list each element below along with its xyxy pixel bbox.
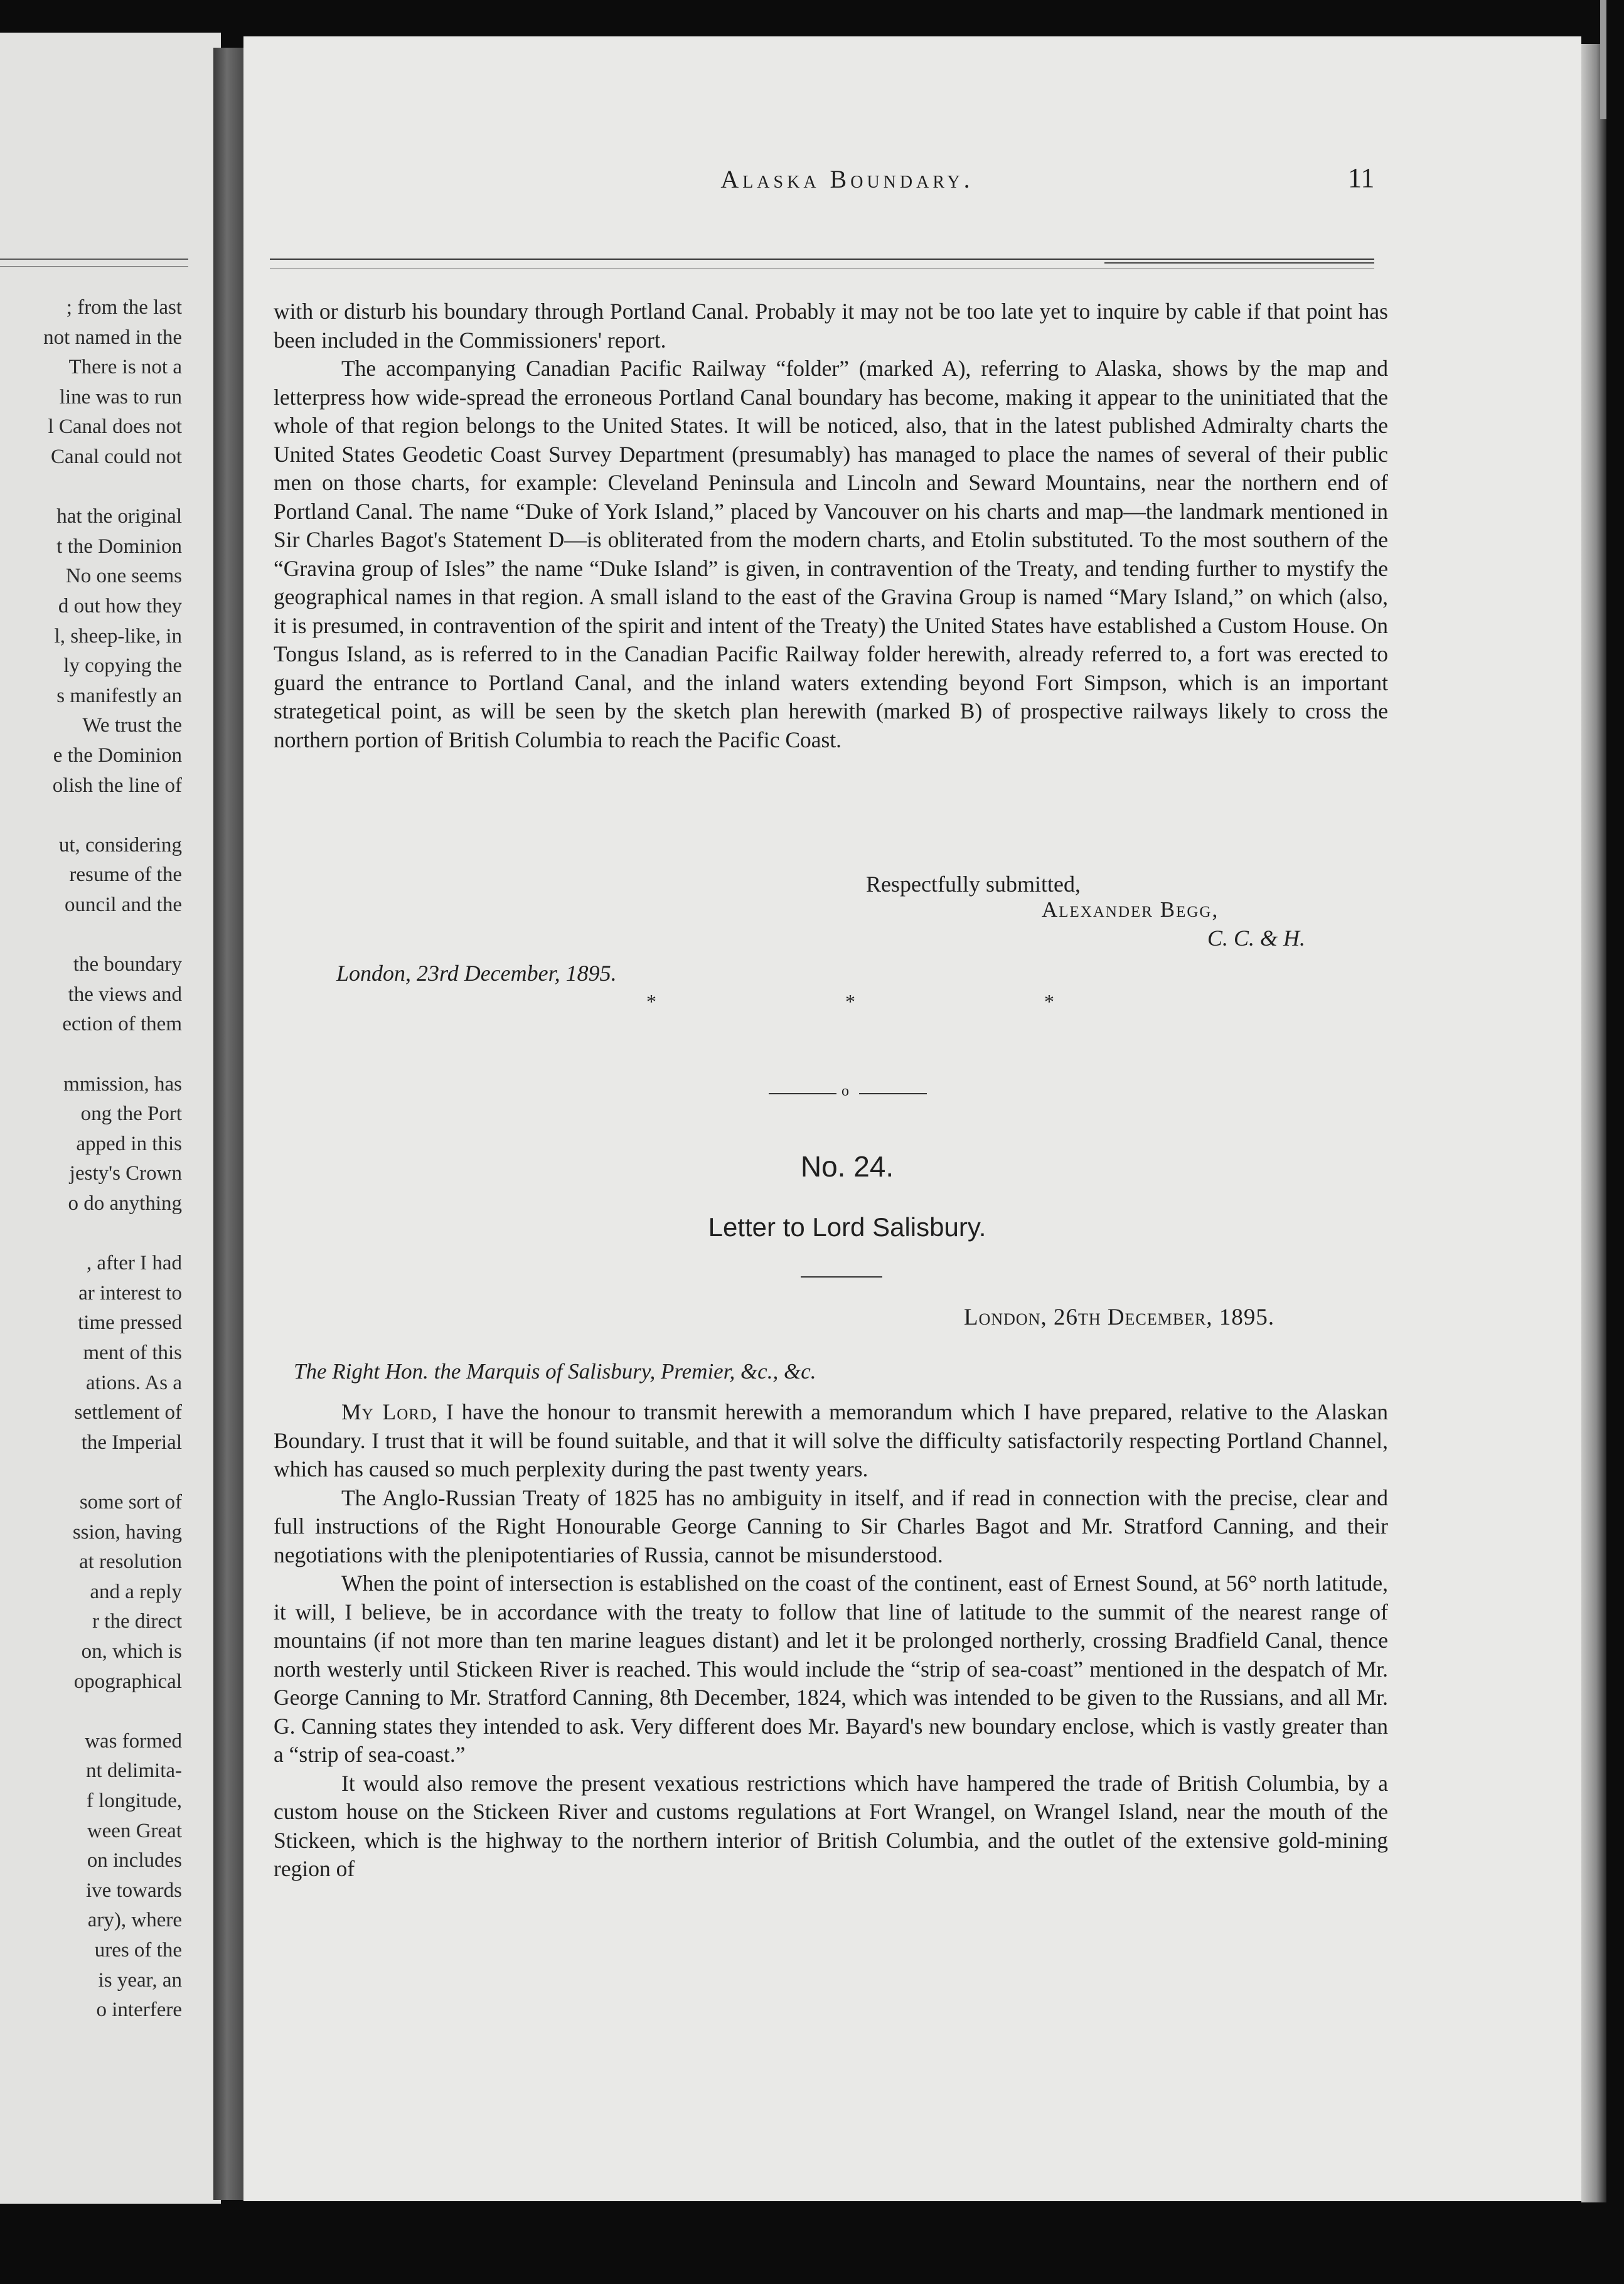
paragraph: When the point of intersection is established on the coast of the continent, east of Ernest Sound, at 56° north latitude, it will, I believe, be in accordance with the treaty to follow that line of latitude to the summit of the nearest range of mountains (if not more than ten marine leagues distant) and let it be prolonged northerly, crossing Bradfield Canal, thence north westerly until Stickeen River is reached. This would include the “strip of sea-coast” mentioned in the despatch of Mr. George Canning to Mr. Stratford Canning, 8th December, 1824, which was intended to be given to the Russians, and all Mr. G. Canning states they intended to ask. Very different does Mr. Bayard's new boundary enclose, which is vastly greater than a “strip of sea-coast.” [274, 1571, 1388, 1767]
facing-page-line: e the Dominion [53, 744, 182, 767]
facing-page-line: o do anything [68, 1192, 182, 1215]
facing-page-line: ut, considering [58, 833, 182, 856]
facing-page-line: , after I had [86, 1252, 182, 1275]
paragraph: The accompanying Canadian Pacific Railway “folder” (marked A), referring to Alaska, shows by the map and letterpress how wide-spread the erroneous Portland Canal boundary has become, making it appear to the uninitiated that the whole of that region belongs to the United States. It will be noticed, also, that in the latest published Admiralty charts the United States Geodetic Coast Survey Department (presumably) has managed to place the names of several of their public men on those charts, for example: Cleveland Peninsula and Lincoln and Seward Mountains, near the northern end of Portland Canal. The name “Duke of York Island,” placed by Vancouver on his charts and map—the landmark mentioned in Sir Charles Bagot's Statement D—is obliterated from the modern charts, and Etolin substituted. To the most southern of the “Gravina group of Isles” the name “Duke Island” is given, in contravention of the Treaty, and tending further to mystify the geographical names in that region. A small island to the east of the Gravina Group is named “Mary Island,” on which (also, it is presumed, in contravention of the spirit and intent of the Treaty) the United States have established a Custom House. On Tongus Island, as is referred to in the Canadian Pacific Railway folder herewith, already referred to, a fort was erected to guard the entrance to Portland Canal, and the inland waters extending beyond Fort Simpson, which is an important strategetical point, as will be seen by the sketch plan herewith (marked B) of prospective railways likely to cross the northern portion of British Columbia to reach the Pacific Coast. [274, 356, 1388, 752]
facing-page [0, 33, 221, 2204]
facing-page-line: apped in this [76, 1132, 182, 1155]
section-number: No. 24. [800, 1150, 894, 1183]
facing-page-line: We trust the [82, 714, 182, 737]
separator-line [859, 1093, 927, 1094]
facing-page-line: ations. As a [85, 1371, 182, 1394]
paragraph: with or disturb his boundary through Portland Canal. Probably it may not be too late yet to inquire by cable if that point has been included in the Commissioners' report. [274, 299, 1388, 353]
facing-page-line: olish the line of [52, 774, 182, 797]
letter-dateline: London, 26th December, 1895. [964, 1305, 1275, 1330]
paragraph: It would also remove the present vexatious restrictions which have hampered the trade of British Columbia, by a custom house on the Stickeen River and customs regulations at Fort Wrangel, on Wrangel Island, near the mouth of the Stickeen, which is the highway to the northern interior of British Columbia, and the outlet of the extensive gold-mining region of [274, 1770, 1388, 1881]
facing-page-line: t the Dominion [56, 535, 182, 558]
facing-page-line: opographical [73, 1670, 182, 1693]
page-number: 11 [1348, 163, 1375, 193]
asterisk: * [646, 990, 656, 1013]
signatory-title: C. C. & H. [1207, 926, 1306, 951]
facing-page-line: and a reply [90, 1580, 182, 1603]
facing-page-line: ection of them [62, 1013, 182, 1036]
book-binding [213, 48, 243, 2200]
facing-page-line: ures of the [94, 1939, 182, 1961]
facing-page-line: time pressed [78, 1311, 182, 1335]
asterisk: * [845, 990, 855, 1013]
facing-page-line: is year, an [98, 1968, 182, 1992]
facing-page-line: ; from the last [66, 296, 182, 319]
facing-page-line: resume of the [69, 863, 182, 887]
facing-page-line: on includes [87, 1849, 182, 1872]
facing-page-line: mmission, has [63, 1072, 182, 1096]
facing-page-line: jesty's Crown [69, 1162, 182, 1185]
paragraph: The Anglo-Russian Treaty of 1825 has no ambiguity in itself, and if read in connection with the precise, clear and full instructions of the Right Honourable George Canning to Sir Charles Bagot and Mr. Stratford Canning, and their negotiations with the plenipotentiaries of Russia, cannot be misunderstood. [274, 1485, 1388, 1567]
report-date: London, 23rd December, 1895. [336, 961, 617, 986]
valediction: Respectfully submitted, [866, 872, 1081, 897]
facing-page-line: settlement of [74, 1401, 182, 1424]
facing-page-line: ive towards [85, 1879, 182, 1902]
paragraph-text: I have the honour to transmit herewith a memorandum which I have prepared, relative to the Alaskan Boundary. I trust that it will be found suitable, and that it will solve the difficulty satisfactorily respecting Portland Channel, which has caused so much perplexity during the past twenty years. [274, 1399, 1389, 1481]
title-rule [801, 1276, 882, 1278]
page-edge-mark [1600, 0, 1606, 119]
facing-page-line: some sort of [79, 1491, 182, 1513]
facing-page-line: at resolution [78, 1550, 182, 1574]
facing-page-line: ly copying the [63, 654, 182, 678]
facing-page-line: ment of this [83, 1342, 182, 1364]
facing-page-line: r the direct [92, 1610, 182, 1633]
facing-page-line: ouncil and the [65, 894, 182, 916]
facing-page-line: ong the Port [80, 1102, 182, 1126]
separator-line [769, 1093, 836, 1094]
letter-addressee: The Right Hon. the Marquis of Salisbury, Premier, &c., &c. [294, 1359, 816, 1384]
section-separator [769, 1083, 929, 1099]
facing-page-rule [0, 266, 188, 267]
facing-page-line: ar interest to [78, 1281, 182, 1305]
facing-page-line: o interfere [96, 1998, 182, 2022]
facing-page-line: No one seems [65, 565, 182, 588]
asterism [646, 990, 1054, 1013]
facing-page-line: ary), where [87, 1909, 182, 1932]
header-rule [270, 259, 1374, 260]
facing-page-line: hat the original [56, 505, 182, 528]
running-title: Alaska Boundary. [720, 165, 974, 193]
facing-page-line: the views and [68, 983, 182, 1006]
facing-page-line: the Imperial [81, 1431, 182, 1454]
facing-page-line: was formed [85, 1729, 182, 1753]
section-title: Letter to Lord Salisbury. [708, 1212, 986, 1242]
facing-page-line: on, which is [81, 1640, 182, 1663]
facing-page-line: There is not a [68, 356, 182, 379]
signatory-name: Alexander Begg, [1042, 897, 1219, 922]
header-rule [1104, 262, 1374, 264]
facing-page-line: ween Great [87, 1819, 182, 1842]
facing-page-line: l, sheep-like, in [54, 624, 182, 648]
paragraph [274, 1398, 1388, 1484]
top-text-block [274, 297, 1388, 754]
facing-page-line: not named in the [43, 326, 182, 349]
facing-page-line: Canal could not [51, 446, 182, 468]
facing-page-line: ssion, having [72, 1520, 182, 1544]
facing-page-line: nt delimita- [85, 1759, 182, 1783]
facing-page-line: f longitude, [86, 1790, 182, 1812]
letter-body [274, 1398, 1388, 1884]
facing-page-line: l Canal does not [48, 415, 182, 439]
facing-page-line: s manifestly an [56, 684, 182, 707]
separator-ornament: o [841, 1083, 849, 1099]
page-edge [1581, 44, 1606, 2202]
facing-page-line: d out how they [58, 595, 182, 617]
asterisk: * [1044, 990, 1054, 1013]
facing-page-line: the boundary [73, 953, 182, 976]
facing-page-line: line was to run [59, 385, 182, 408]
salutation: My Lord, [341, 1399, 438, 1424]
facing-page-rule [0, 259, 188, 260]
